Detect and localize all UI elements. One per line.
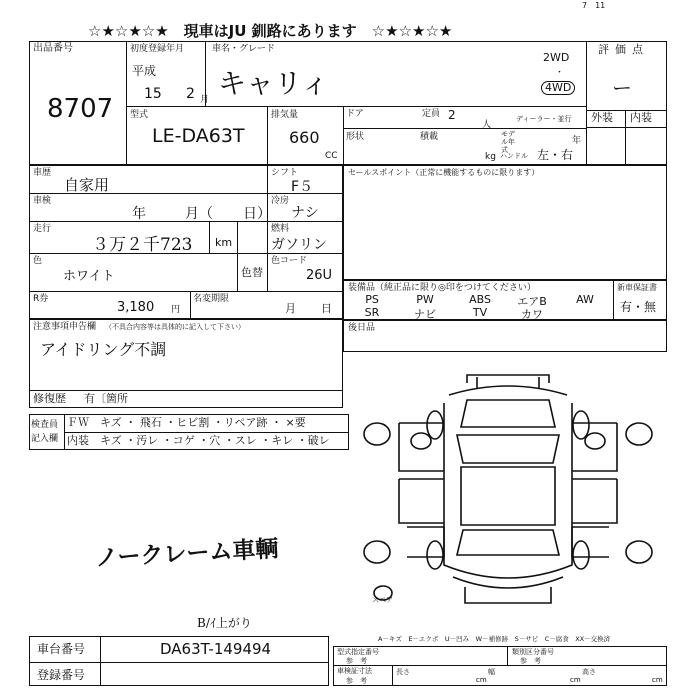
inspector-label-bottom: 記入欄 [31,434,59,444]
fuel-label: 燃料 [271,224,290,234]
aftermarket-box [343,320,667,352]
recycle-label: R券 [33,294,49,304]
mileage-label: 走行 [33,224,52,234]
chassis-label: 車台番号 [37,642,86,656]
repair-value: 有〔箇所 [84,392,128,405]
car-diagram [349,355,667,625]
notes-value: アイドリング不調 [40,340,167,359]
capacity-value: 2 [448,108,456,122]
inspection-day-unit: 日） [243,206,271,222]
dealer-label: ディーラー・並行 [516,115,572,123]
equip-ps: PS [365,293,379,306]
displacement-unit: CC [325,151,338,161]
capacity-label: 定員 [422,109,441,119]
recycle-unit: 円 [171,305,181,315]
inspector-label-top: 検査員 [31,420,59,430]
drive-2wd: 2WD [543,51,570,64]
cert-width-label: 幅 [488,668,495,676]
equip-aw: AW [576,293,594,306]
damage-legend: A－キズ E－エクボ U－凹み W－補修跡 S－サビ C－腐食 XX－交換済 [378,635,611,643]
class-no-sub: 参 考 [520,657,541,665]
recycle-value: 3,180 [117,300,155,315]
chassis-value: DA63T-149494 [160,640,272,658]
door-label: ドア [346,109,364,119]
cert-length-unit: cm [476,676,487,684]
equip-abs: ABS [469,293,491,306]
banner: ☆★☆★☆★ 現車はJU 釧路にあります ☆★☆★☆★ [88,22,453,40]
color-code-value: 26U [306,268,333,283]
first-reg-month-unit: 月 [200,95,210,105]
shift-label: シフト [271,168,299,178]
spec-box [333,646,667,686]
warranty-value: 有・無 [620,300,657,314]
mileage-unit: km [215,236,233,249]
equip-leather: カワ [521,308,543,321]
corner-stamp: 7 11 [582,1,606,10]
first-reg-label: 初度登録年月 [130,44,185,54]
lot-number: 8707 [47,94,114,124]
rating-value: ー [612,76,632,100]
displacement-value: 660 [289,128,320,147]
ac-label: 冷房 [271,196,290,206]
equip-pw: PW [416,293,434,306]
displacement-label: 排気量 [271,110,299,120]
rating-exterior: 外装 [591,111,613,124]
inspector-interior-row: 内装 キズ ・汚レ ・コゲ ・穴 ・スレ ・キレ ・破レ [67,434,330,447]
name-label: 車名・グレード [212,44,276,54]
inspection-label: 車検 [33,196,52,206]
handle-label: ハンドル [500,152,528,160]
rating-interior: 内装 [630,111,652,124]
equip-tv: TV [472,306,488,319]
equip-sr: SR [364,306,380,319]
handwritten-no-claim: ノークレーム車輌 [94,535,279,572]
equipment-label: 装備品（純正品に限り◎印をつけてください） [348,283,536,293]
model-year-unit: 年 [572,136,582,146]
inspection-month-unit: 月（ [185,206,213,222]
capacity-unit: 人 [482,120,492,130]
rating-label: 評価点 [598,43,649,56]
history-value: 自家用 [64,176,110,194]
mileage-value: ３万２千723 [92,235,193,255]
name-change-label: 名変期限 [193,294,230,304]
notes-label: 注意事項申告欄 [33,322,97,332]
drive-4wd: 4WD [541,81,575,95]
inspection-year-unit: 年 [132,206,146,222]
load-unit: kg [485,152,496,162]
color-value: ホワイト [63,269,115,284]
reg-no-label: 登録番号 [37,668,86,682]
equip-navi: ナビ [414,308,436,321]
name-change-day: 日 [321,302,332,315]
color-label: 色 [33,256,43,266]
warranty-label: 新車保証書 [617,283,657,292]
load-label: 積載 [420,132,439,142]
sales-point-box [343,165,667,280]
first-reg-year: 15 [144,86,162,102]
lot-label: 出品番号 [33,43,73,54]
model-year-label: モデル年式 [501,130,515,154]
cert-width-unit: cm [570,676,581,684]
inspector-exterior-row: ＦＷ キズ ・ 飛石 ・ヒビ割 ・リペア跡 ・ ×要 [67,416,306,429]
shape-label: 形状 [346,132,365,142]
model-label: 型式 [130,110,149,120]
handle-value: 左・右 [537,148,574,162]
cert-height-label: 高さ [582,668,596,676]
history-label: 車歴 [33,168,52,178]
cert-height-unit: cm [652,676,663,684]
first-reg-era: 平成 [132,64,157,78]
drive-sep: ・ [555,68,565,78]
shift-value: F５ [291,179,314,195]
name-change-month: 月 [285,302,296,315]
type-spec-sub: 参 考 [346,657,367,665]
spare-label: スペア [372,596,393,604]
car-name: キャリィ [218,67,329,100]
notes-box [29,319,343,408]
header-block [29,41,667,165]
notes-sub: （不具合内容等は具体的に記入して下さい） [105,323,245,331]
aftermarket-label: 後日品 [348,323,376,333]
fuel-value: ガソリン [271,237,327,253]
repair-label: 修復歴 [33,392,66,405]
cert-size-sub: 参 考 [346,677,367,685]
sales-point-label: セールスポイント（正常に機能するものに限ります） [348,168,540,177]
model-value: LE-DA63T [152,125,245,147]
first-reg-month: 2 [186,86,195,102]
class-no-label: 類別区分番号 [512,648,554,656]
cert-length-label: 長さ [396,668,410,676]
color-code-label: 色コード [271,256,308,266]
ac-value: ナシ [291,205,319,221]
type-spec-label: 型式指定番号 [337,648,379,656]
color-change-label: 色替 [241,266,263,279]
equip-airbag: エアB [517,295,547,308]
cert-size-label: 車検証寸法 [337,667,372,675]
handwritten-note: B/ｲ上がり [197,616,252,630]
